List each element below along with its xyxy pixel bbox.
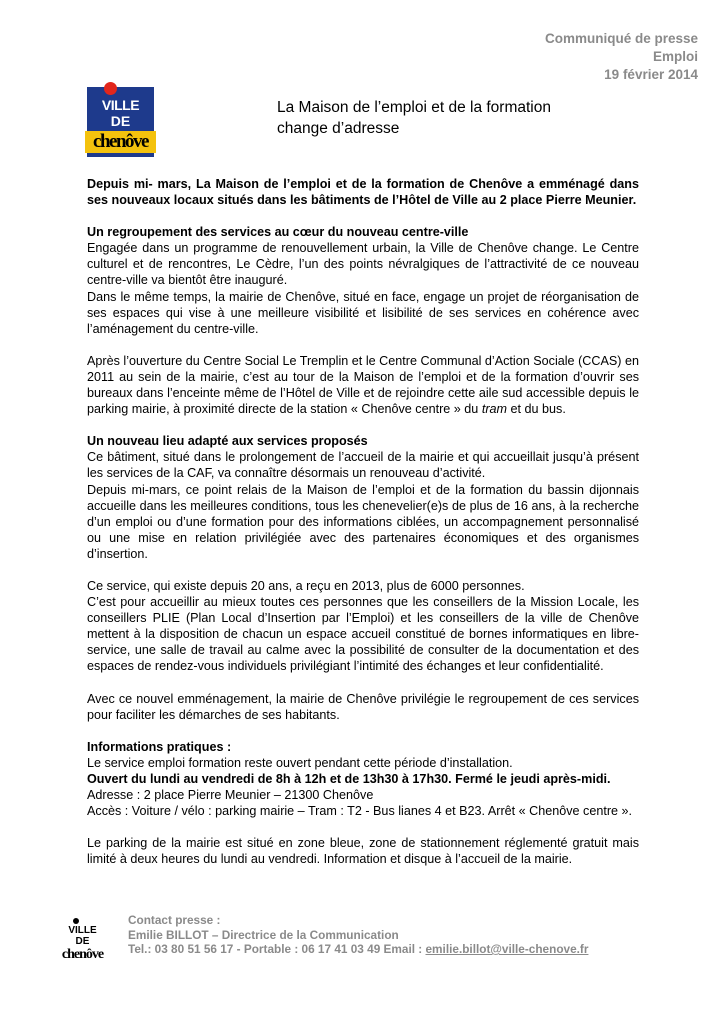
footer-logo-chenove: chenôve: [61, 947, 104, 962]
info-line-1: Le service emploi formation reste ouvert pendant cette période d’installation.: [87, 755, 513, 770]
section2-paragraph-2: Depuis mi-mars, ce point relais de la Maison de l’emploi et de la formation du bassin dijonnais accueille dans les meilleures conditions, tous les chenevelier(e)s de plus de 16 ans, à la recherche d’un emploi ou d’une formation pour des informations ciblées, un accompagnement personnalisé ou une mise en relation privilégiée avec des partenaires économiques et des organismes d’insertion.: [87, 482, 639, 561]
section1-p3-tram: tram: [481, 402, 508, 417]
contact-label: Contact presse :: [128, 913, 221, 927]
section1-paragraph-2: Dans le même temps, la mairie de Chenôve, situé en face, engage un projet de réorganisation de ses espaces qui vise à une meilleure visibilité et lisibilité de ses services en cohérence avec l’aménagement du centre-ville.: [87, 289, 639, 336]
section1-p3-text-a: Après l’ouverture du Centre Social Le Tremplin et le Centre Communal d’Action Sociale (CCAS) en 2011 au sein de la mairie, c’est au tour de la Maison de l’emploi et de la formation d’ouvrir ses bureaux dans l’enceinte même de l’Hôtel de Ville et de rejoindre cette aile sud accessible depuis le parking mairie, à proximité directe de la station « Chenôve centre » du: [87, 353, 639, 417]
section2-heading: Un nouveau lieu adapté aux services proposés: [87, 434, 368, 449]
intro-paragraph: Depuis mi- mars, La Maison de l’emploi et de la formation de Chenôve a emménagé dans ses nouveaux locaux situés dans les bâtiments de l’Hôtel de Ville au 2 place Pierre Meunier.: [87, 177, 639, 208]
logo-line-ville: VILLE: [101, 97, 140, 113]
logo-dot: [104, 82, 117, 95]
info-access: Accès : Voiture / vélo : parking mairie – Tram : T2 - Bus lianes 4 et B23. Arrêt « Chenôve centre ».: [87, 804, 633, 819]
contact-phones: Tel.: 03 80 51 56 17 - Portable : 06 17 41 03 49 Email :: [128, 942, 426, 956]
info-parking: Le parking de la mairie est situé en zone bleue, zone de stationnement réglementé gratuit mais limité à deux heures du lundi au vendredi. Information et disque à l’accueil de la mairie.: [87, 836, 639, 867]
section1-p3-text-b: et du bus.: [507, 402, 566, 417]
section2-paragraph-3: Ce service, qui existe depuis 20 ans, a reçu en 2013, plus de 6000 personnes.: [87, 578, 525, 593]
contact-details: [128, 942, 588, 957]
press-release-header: [545, 30, 698, 84]
footer-logo-dot: [73, 918, 79, 924]
header-topic: Emploi: [652, 49, 698, 64]
contact-name: Emilie BILLOT – Directrice de la Communication: [128, 927, 399, 942]
footer-logo-de: DE: [75, 936, 90, 947]
footer-logo-ville: VILLE: [68, 925, 97, 936]
section1-paragraph-1: Engagée dans un programme de renouvellement urbain, la Ville de Chenôve change. Le Centre culturel et de rencontres, Le Cèdre, l’un des points névralgiques de l’attractivité de ce nouveau centre-ville va bientôt être inauguré.: [87, 241, 639, 288]
info-address: Adresse : 2 place Pierre Meunier – 21300 Chenôve: [87, 788, 374, 802]
logo-line-chenove: chenôve: [85, 131, 156, 153]
section2-paragraph-1: Ce bâtiment, situé dans le prolongement de l’accueil de la mairie et qui accueillait jusqu’à présent les services de la CAF, va connaître désormais un renouveau d’activité.: [87, 450, 639, 481]
press-release-body: [87, 176, 639, 883]
section1-paragraph-3: [87, 353, 639, 417]
section2-paragraph-4: C’est pour accueillir au mieux toutes ces personnes que les conseillers de la Mission Locale, les conseillers PLIE (Plan Local d’Insertion par l’Emploi) et les conseillers de la ville de Chenôve mettent à la disposition de chacun un espace accueil constitué de bornes informatiques en libre-service, une salle de travail au calme avec la possibilité de consulter de la documentation et des espaces de rendez-vous individuels privilégiant l’intimité des échanges et leur confidentialité.: [87, 595, 639, 674]
info-heading: Informations pratiques :: [87, 739, 232, 754]
ville-de-chenove-logo: [87, 87, 154, 157]
page-title: [277, 97, 551, 139]
title-line-1: La Maison de l’emploi et de la formation: [277, 99, 551, 116]
logo-line-de: DE: [110, 113, 131, 129]
contact-email-link[interactable]: emilie.billot@ville-chenove.fr: [425, 942, 589, 956]
title-line-2: change d’adresse: [277, 120, 400, 137]
info-hours: Ouvert du lundi au vendredi de 8h à 12h et de 13h30 à 17h30. Fermé le jeudi après-midi.: [87, 771, 611, 786]
header-date: 19 février 2014: [604, 67, 698, 82]
section1-heading: Un regroupement des services au cœur du nouveau centre-ville: [87, 225, 469, 240]
footer-logo: [60, 920, 105, 966]
press-contact: [128, 913, 588, 957]
header-type: Communiqué de presse: [544, 31, 698, 46]
section2-paragraph-5: Avec ce nouvel emménagement, la mairie de Chenôve privilégie le regroupement de ces services pour faciliter les démarches de ses habitants.: [87, 691, 639, 722]
